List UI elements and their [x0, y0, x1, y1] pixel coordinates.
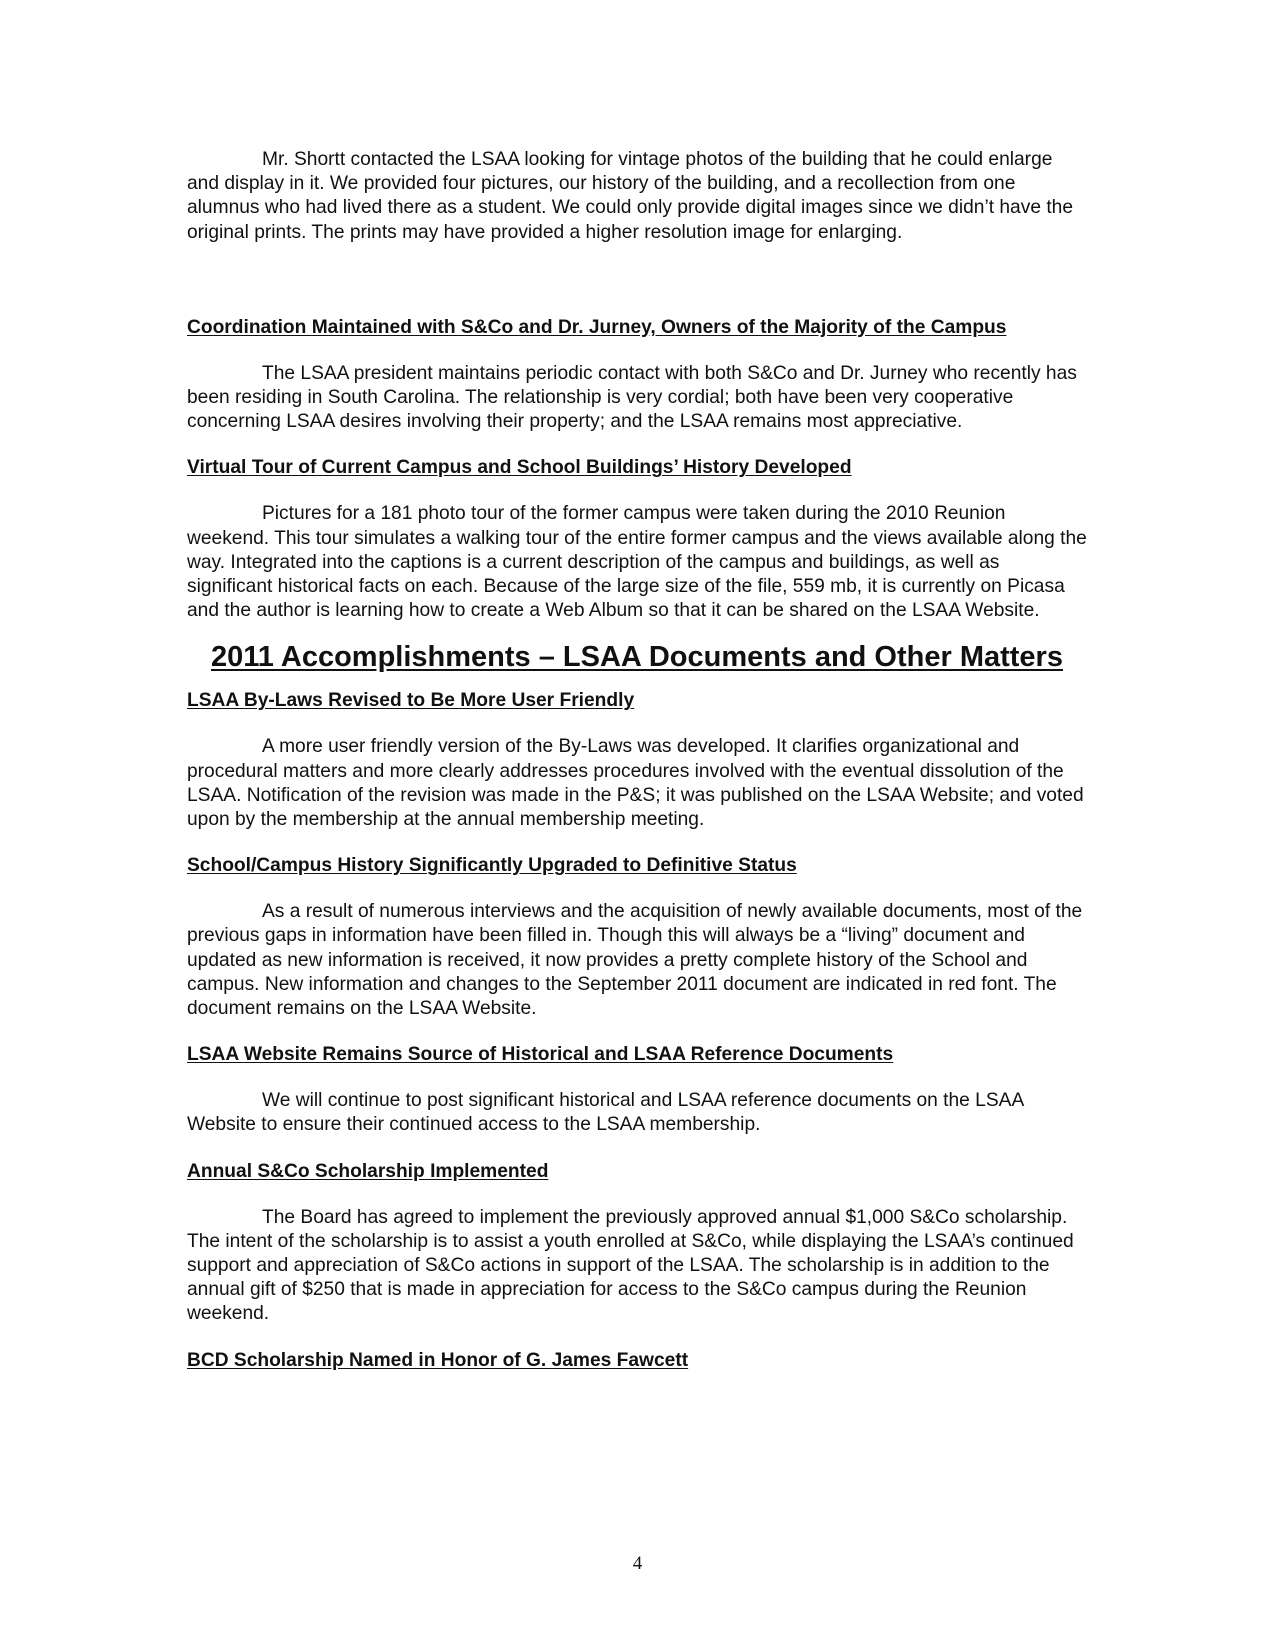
coordination-paragraph: The LSAA president maintains periodic contact with both S&Co and Dr. Jurney who recently has been residing in South Carolina. The relationship is very cordial; both have been very cooperative concerning LSAA desires involving their property; and the LSAA remains most appreciative. — [187, 362, 1077, 433]
document-page — [187, 148, 1087, 1373]
virtual-tour-paragraph: Pictures for a 181 photo tour of the former campus were taken during the 2010 Reunion weekend. This tour simulates a walking tour of the entire former campus and the views available along the way. Integrated into the captions is a current description of the campus and buildings, as well as significant historical facts on each. Because of the large size of the file, 559 mb, it is currently on Picasa and the author is learning how to create a Web Album so that it can be shared on the LSAA Website. — [187, 503, 1087, 622]
bylaws-paragraph: A more user friendly version of the By-Laws was developed. It clarifies organizational and procedural matters and more clearly addresses procedures involved with the eventual dissolution of the LSAA. Notification of the revision was made in the P&S; it was published on the LSAA Website; and voted upon by the membership at the annual membership meeting. — [187, 736, 1084, 831]
accomplishments-title: 2011 Accomplishments – LSAA Documents and Other Matters — [211, 641, 1063, 674]
scholarship-paragraph: The Board has agreed to implement the previously approved annual $1,000 S&Co scholarship. The intent of the scholarship is to assist a youth enrolled at S&Co, while displaying the LSAA’s continued support and appreciation of S&Co actions in support of the LSAA. The scholarship is in addition to the annual gift of $250 that is made in appreciation for access to the S&Co campus during the Reunion weekend. — [187, 1206, 1074, 1325]
history-paragraph: As a result of numerous interviews and the acquisition of newly available documents, most of the previous gaps in information have been filled in. Though this will always be a “living” document and updated as new information is received, it now provides a pretty complete history of the School and campus. New information and changes to the September 2011 document are indicated in red font. The document remains on the LSAA Website. — [187, 901, 1083, 1020]
intro-paragraph: Mr. Shortt contacted the LSAA looking for vintage photos of the building that he could enlarge and display in it. We provided four pictures, our history of the building, and a recollection from one alumnus who had lived there as a student. We could only provide digital images since we didn’t have the original prints. The prints may have provided a higher resolution image for enlarging. — [187, 149, 1073, 243]
page-number: 4 — [632, 1553, 643, 1574]
history-heading: School/Campus History Significantly Upgraded to Definitive Status — [187, 855, 797, 877]
scholarship-heading: Annual S&Co Scholarship Implemented — [187, 1160, 549, 1182]
bylaws-heading: LSAA By-Laws Revised to Be More User Friendly — [187, 690, 635, 712]
virtual-tour-heading: Virtual Tour of Current Campus and School Buildings’ History Developed — [187, 457, 852, 479]
website-paragraph: We will continue to post significant historical and LSAA reference documents on the LSAA Website to ensure their continued access to the LSAA membership. — [187, 1090, 1024, 1136]
bcd-heading: BCD Scholarship Named in Honor of G. James Fawcett — [187, 1349, 689, 1371]
website-heading: LSAA Website Remains Source of Historical and LSAA Reference Documents — [187, 1044, 894, 1066]
coordination-heading: Coordination Maintained with S&Co and Dr. Jurney, Owners of the Majority of the Campus — [187, 316, 1007, 338]
